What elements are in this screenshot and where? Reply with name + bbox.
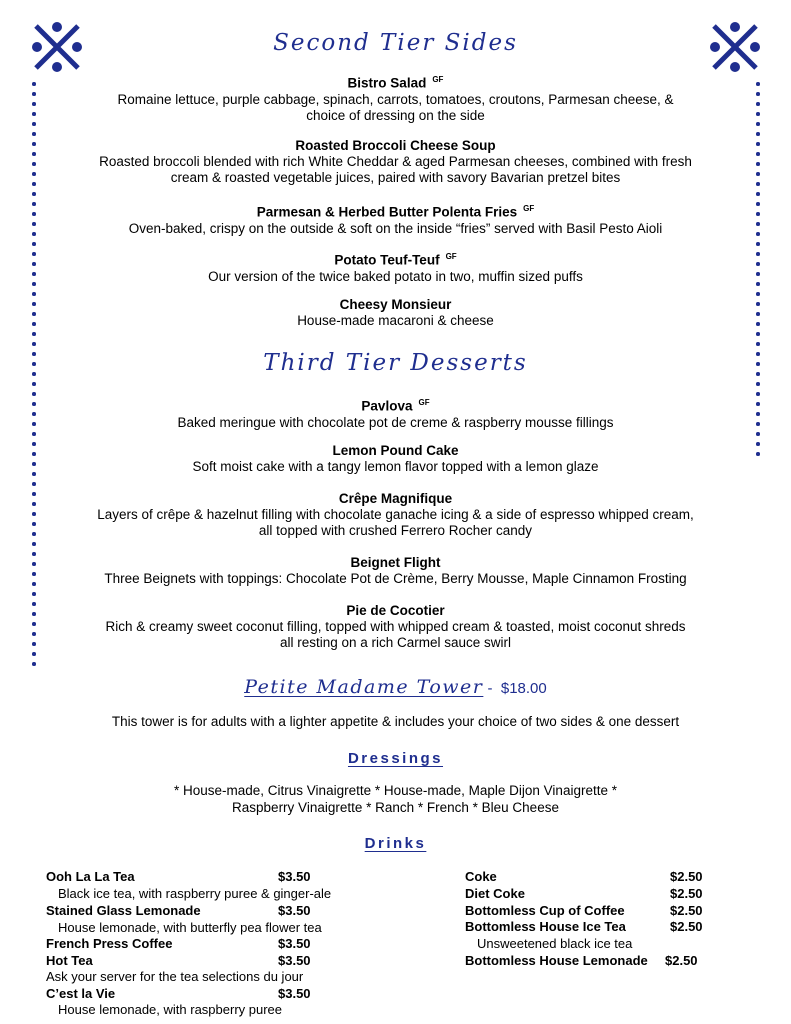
item-name: Crêpe Magnifique — [338, 491, 453, 506]
border-dot — [32, 82, 36, 86]
item-name: Pie de Cocotier — [346, 603, 445, 618]
drink-price: $3.50 — [278, 936, 311, 951]
border-dot — [756, 202, 760, 206]
border-dot — [756, 162, 760, 166]
border-dot — [32, 552, 36, 556]
sides-section-title: Second Tier Sides — [273, 30, 518, 56]
item-name: Potato Teuf-Teuf — [334, 252, 440, 268]
border-dot — [32, 182, 36, 186]
border-dot — [32, 302, 36, 306]
border-dot — [756, 242, 760, 246]
item-description: Oven-baked, crispy on the outside & soft on the inside “fries” served with Basil Pesto Aioli — [128, 220, 663, 236]
border-dot — [756, 212, 760, 216]
border-dot — [756, 112, 760, 116]
drink-name: Diet Coke — [465, 886, 525, 901]
border-dot — [32, 502, 36, 506]
border-dot — [32, 242, 36, 246]
border-dot — [32, 432, 36, 436]
border-dot — [756, 82, 760, 86]
tower-heading — [0, 676, 791, 698]
border-dot — [32, 572, 36, 576]
drink-row — [46, 903, 311, 919]
border-dot — [32, 202, 36, 206]
drinks-title: Drinks — [364, 835, 427, 852]
drink-row — [46, 986, 311, 1002]
drink-description: House lemonade, with raspberry puree — [58, 1002, 283, 1017]
border-dot — [756, 422, 760, 426]
border-dot — [32, 92, 36, 96]
item-description: House-made macaroni & cheese — [297, 313, 494, 328]
item-description: Romaine lettuce, purple cabbage, spinach, carrots, tomatoes, croutons, Parmesan cheese, & choice of dressing on the side — [117, 91, 674, 123]
item-name: Cheesy Monsieur — [339, 297, 452, 312]
drink-row — [46, 869, 311, 885]
drink-name: Coke — [465, 869, 497, 884]
gf-badge: GF — [445, 252, 457, 261]
border-dot — [32, 492, 36, 496]
border-dot — [32, 482, 36, 486]
border-dot — [32, 152, 36, 156]
menu-item-potato-teuf-teuf — [40, 249, 751, 285]
border-dot — [32, 602, 36, 606]
border-dot — [756, 102, 760, 106]
border-dot — [32, 452, 36, 456]
tower-price: - $18.00 — [483, 680, 547, 697]
menu-item-broccoli-soup — [40, 138, 751, 186]
border-dot — [32, 162, 36, 166]
dressings-line-2: Raspberry Vinaigrette * Ranch * French * Bleu Cheese — [232, 800, 559, 815]
item-description: Rich & creamy sweet coconut filling, topped with whipped cream & toasted, moist coconut shreds all resting on a rich Carmel sauce swirl — [105, 619, 686, 650]
border-dot — [756, 342, 760, 346]
border-dot — [32, 112, 36, 116]
border-dot — [32, 272, 36, 276]
drink-price: $2.50 — [670, 903, 703, 918]
drink-price: $2.50 — [665, 953, 698, 968]
border-dot — [32, 462, 36, 466]
border-dot — [32, 512, 36, 516]
border-dot — [756, 382, 760, 386]
drink-row — [465, 903, 703, 919]
border-dot — [32, 402, 36, 406]
drink-name: Ooh La La Tea — [46, 869, 135, 884]
border-dot — [32, 412, 36, 416]
border-dot — [32, 652, 36, 656]
border-dot — [32, 142, 36, 146]
border-dot — [756, 412, 760, 416]
drink-name: Hot Tea — [46, 953, 93, 968]
border-dot — [32, 102, 36, 106]
item-description: Layers of crêpe & hazelnut filling with chocolate ganache icing & a side of espresso whipped cream, all topped with crushed Ferrero Rocher candy — [97, 507, 694, 538]
dressings-heading — [0, 750, 791, 767]
border-dot — [756, 172, 760, 176]
item-description: Roasted broccoli blended with rich White Cheddar & aged Parmesan cheeses, combined with fresh cream & roasted vegetable juices, paired with savory Bavarian pretzel bites — [99, 154, 692, 185]
menu-item-pavlova — [40, 395, 751, 431]
border-dot — [756, 322, 760, 326]
border-dot — [32, 582, 36, 586]
border-dot — [32, 312, 36, 316]
border-dot — [756, 122, 760, 126]
border-dot — [32, 542, 36, 546]
menu-item-pie-de-cocotier — [40, 603, 751, 651]
border-dot — [32, 282, 36, 286]
gf-badge: GF — [432, 75, 444, 84]
drink-name: Bottomless House Lemonade — [465, 953, 648, 968]
border-dot — [756, 392, 760, 396]
border-dot — [32, 332, 36, 336]
item-name: Lemon Pound Cake — [332, 443, 459, 458]
border-dot — [756, 232, 760, 236]
gf-badge: GF — [523, 204, 535, 213]
border-dot — [32, 322, 36, 326]
border-dot — [32, 612, 36, 616]
border-dot — [756, 142, 760, 146]
border-dot — [32, 442, 36, 446]
dotted-border-left — [32, 82, 36, 672]
drink-row — [465, 919, 703, 935]
item-name: Parmesan & Herbed Butter Polenta Fries — [256, 204, 518, 220]
border-dot — [32, 132, 36, 136]
dressings-line-1: * House-made, Citrus Vinaigrette * House-made, Maple Dijon Vinaigrette * — [174, 783, 617, 798]
border-dot — [756, 132, 760, 136]
menu-item-beignet-flight — [40, 555, 751, 587]
border-dot — [32, 222, 36, 226]
menu-item-cheesy-monsieur — [40, 297, 751, 329]
drink-price: $2.50 — [670, 869, 703, 884]
border-dot — [32, 212, 36, 216]
item-description: Baked meringue with chocolate pot de creme & raspberry mousse fillings — [177, 414, 614, 430]
drink-description: Black ice tea, with raspberry puree & ginger-ale — [58, 886, 332, 901]
border-dot — [32, 522, 36, 526]
border-dot — [756, 312, 760, 316]
tower-title: Petite Madame Tower — [244, 676, 484, 698]
drink-name: Bottomless House Ice Tea — [465, 919, 626, 934]
gf-badge: GF — [418, 398, 430, 407]
drink-row — [465, 953, 698, 969]
drink-name: C’est la Vie — [46, 986, 116, 1001]
item-name: Beignet Flight — [350, 555, 441, 570]
drinks-heading — [0, 835, 791, 852]
border-dot — [32, 252, 36, 256]
drink-name: Bottomless Cup of Coffee — [465, 903, 625, 918]
item-name: Roasted Broccoli Cheese Soup — [295, 138, 496, 153]
dotted-border-right — [756, 82, 760, 462]
border-dot — [32, 292, 36, 296]
border-dot — [32, 592, 36, 596]
border-dot — [756, 272, 760, 276]
border-dot — [32, 342, 36, 346]
border-dot — [32, 642, 36, 646]
border-dot — [32, 632, 36, 636]
drink-name: Stained Glass Lemonade — [46, 903, 201, 918]
border-dot — [32, 662, 36, 666]
drink-row — [46, 936, 311, 952]
border-dot — [32, 562, 36, 566]
border-dot — [32, 472, 36, 476]
item-description: Our version of the twice baked potato in two, muffin sized puffs — [208, 268, 583, 284]
border-dot — [756, 252, 760, 256]
border-dot — [32, 622, 36, 626]
dressings-title: Dressings — [347, 750, 444, 767]
border-dot — [32, 532, 36, 536]
border-dot — [32, 122, 36, 126]
drink-price: $2.50 — [670, 919, 703, 934]
border-dot — [756, 452, 760, 456]
border-dot — [32, 192, 36, 196]
item-description: Soft moist cake with a tangy lemon flavor topped with a lemon glaze — [192, 459, 599, 474]
drink-price: $3.50 — [278, 869, 311, 884]
item-name: Bistro Salad — [347, 75, 427, 91]
border-dot — [756, 432, 760, 436]
border-dot — [32, 172, 36, 176]
drink-name: French Press Coffee — [46, 936, 173, 951]
menu-item-polenta-fries — [40, 201, 751, 237]
item-description: Three Beignets with toppings: Chocolate Pot de Crème, Berry Mousse, Maple Cinnamon Frosting — [104, 571, 687, 586]
border-dot — [32, 232, 36, 236]
border-dot — [756, 92, 760, 96]
drink-description: House lemonade, with butterfly pea flower tea — [58, 920, 322, 935]
drink-description: Ask your server for the tea selections du jour — [46, 969, 304, 984]
desserts-section-title: Third Tier Desserts — [263, 350, 528, 376]
border-dot — [756, 402, 760, 406]
border-dot — [756, 332, 760, 336]
border-dot — [756, 292, 760, 296]
border-dot — [756, 192, 760, 196]
border-dot — [32, 422, 36, 426]
drink-description: Unsweetened black ice tea — [477, 936, 633, 951]
border-dot — [32, 382, 36, 386]
border-dot — [32, 262, 36, 266]
menu-item-crepe-magnifique — [40, 491, 751, 539]
menu-item-lemon-pound-cake — [40, 443, 751, 475]
tower-description: This tower is for adults with a lighter appetite & includes your choice of two sides & one dessert — [111, 714, 680, 729]
drink-row — [46, 953, 311, 969]
item-name: Pavlova — [361, 398, 413, 414]
border-dot — [756, 222, 760, 226]
border-dot — [756, 262, 760, 266]
drink-price: $3.50 — [278, 986, 311, 1001]
drink-row — [465, 886, 703, 902]
drink-price: $3.50 — [278, 903, 311, 918]
drink-price: $2.50 — [670, 886, 703, 901]
border-dot — [756, 442, 760, 446]
border-dot — [756, 182, 760, 186]
drink-row — [465, 869, 703, 885]
border-dot — [32, 392, 36, 396]
border-dot — [756, 152, 760, 156]
border-dot — [756, 302, 760, 306]
drink-price: $3.50 — [278, 953, 311, 968]
border-dot — [756, 282, 760, 286]
menu-item-bistro-salad — [40, 72, 751, 124]
